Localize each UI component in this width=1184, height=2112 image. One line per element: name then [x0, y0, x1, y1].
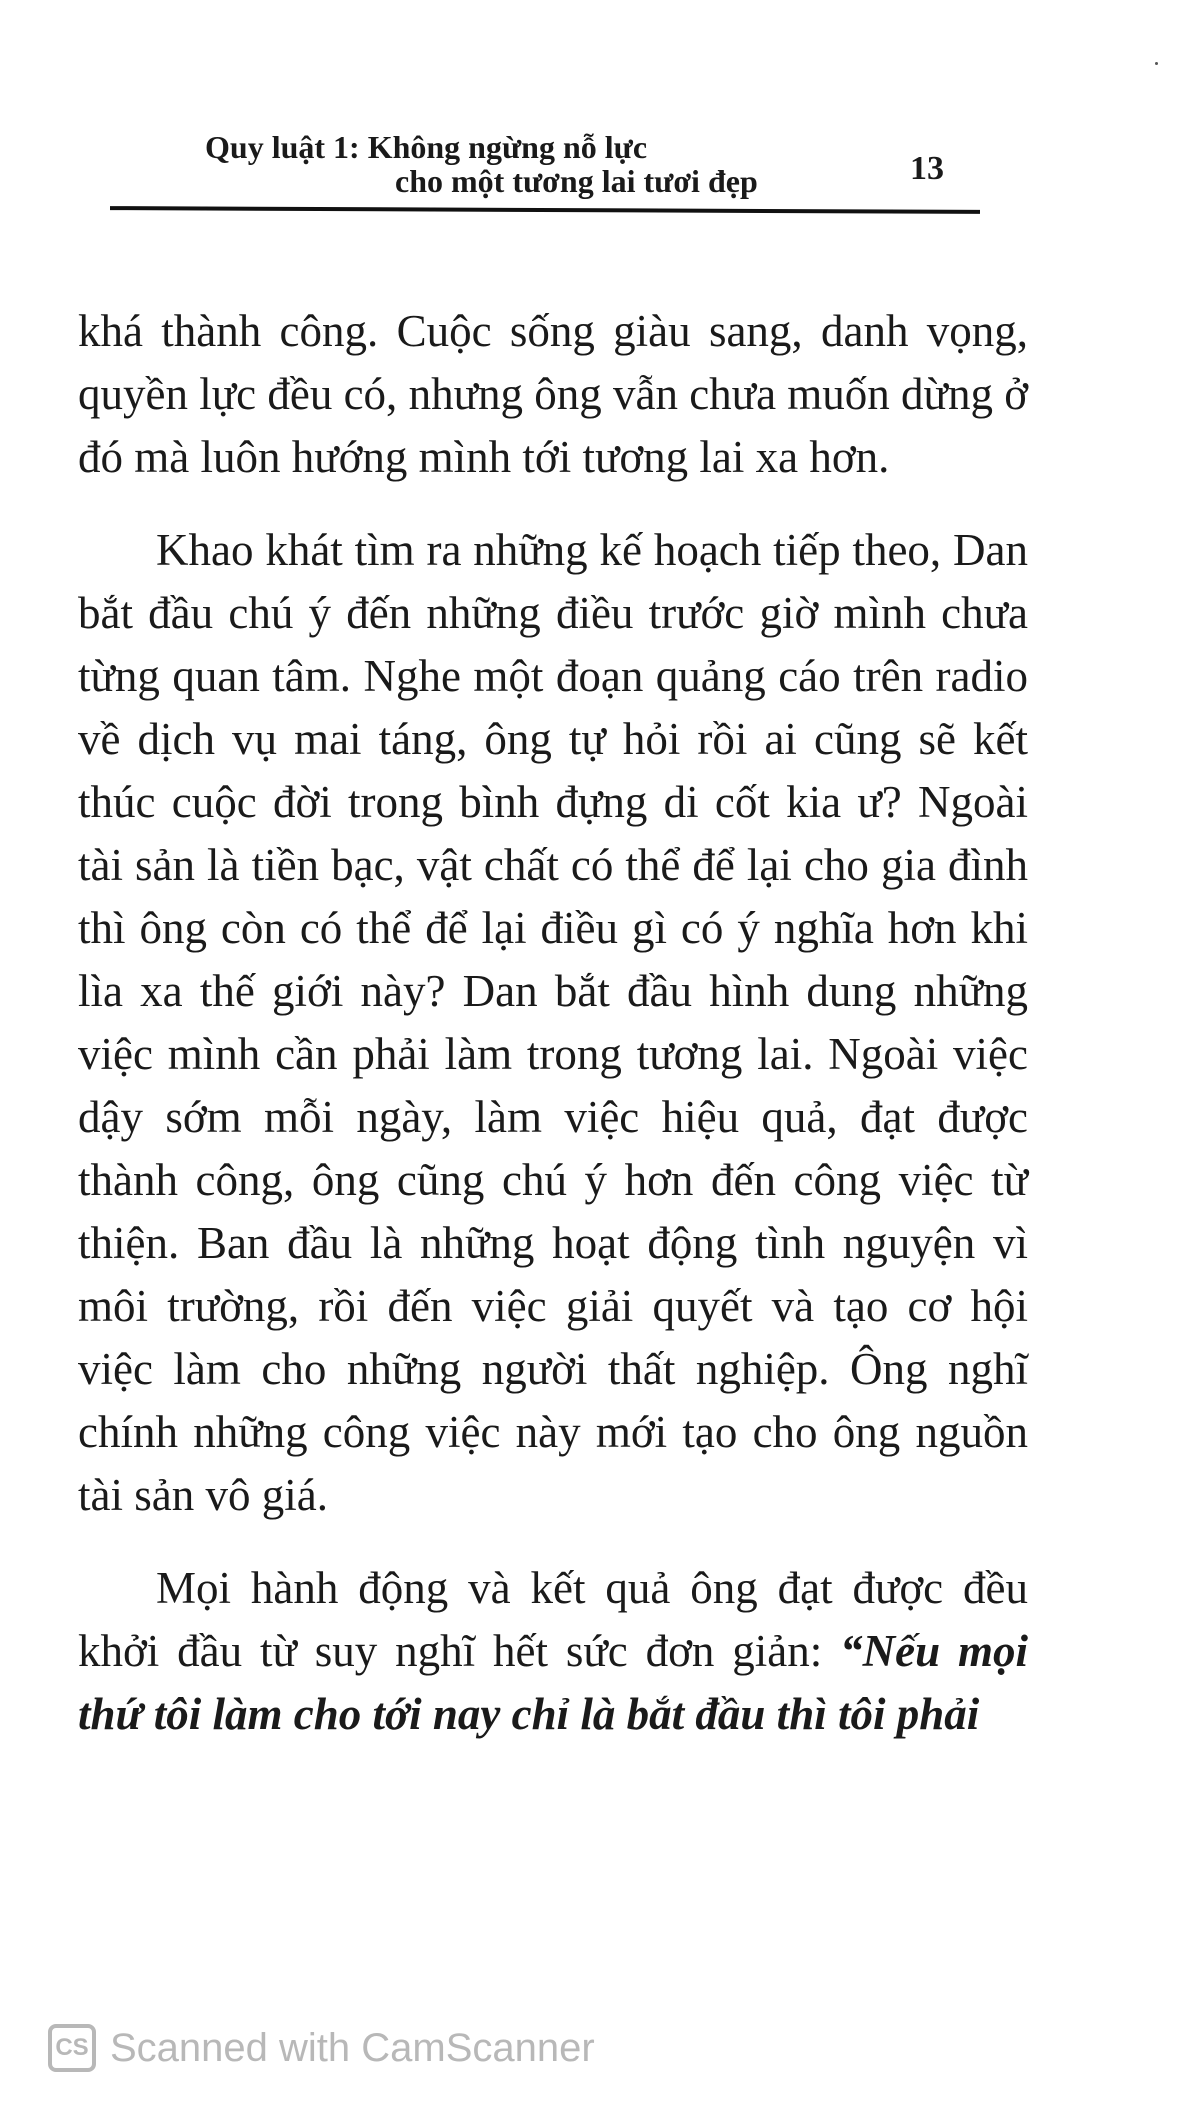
- camscanner-watermark: [48, 2024, 595, 2072]
- body-text: [78, 300, 1028, 1776]
- paragraph-2: Khao khát tìm ra những kế hoạch tiếp theo, Dan bắt đầu chú ý đến những điều trước giờ mình chưa từng quan tâm. Nghe một đoạn quảng cáo trên radio về dịch vụ mai táng, ông tự hỏi rồi ai cũng sẽ kết thúc cuộc đời trong bình đựng di cốt kia ư? Ngoài tài sản là tiền bạc, vật chất có thể để lại cho gia đình thì ông còn có thể để lại điều gì có ý nghĩa hơn khi lìa xa thế giới này? Dan bắt đầu hình dung những việc mình cần phải làm trong tương lai. Ngoài việc dậy sớm mỗi ngày, làm việc hiệu quả, đạt được thành công, ông cũng chú ý hơn đến công việc từ thiện. Ban đầu là những hoạt động tình nguyện vì môi trường, rồi đến việc giải quyết và tạo cơ hội việc làm cho những người thất nghiệp. Ông nghĩ chính những công việc này mới tạo cho ông nguồn tài sản vô giá.: [78, 525, 1028, 1520]
- page-number: 13: [910, 150, 944, 187]
- scan-speck: [1155, 62, 1158, 65]
- running-title: [205, 130, 758, 198]
- paragraph-3: [78, 1557, 1028, 1746]
- page-header: [110, 120, 980, 220]
- running-title-line2: cho một tương lai tươi đẹp: [395, 163, 758, 199]
- paragraph-3-text: Mọi hành động và kết quả ông đạt được đều khởi đầu từ suy nghĩ hết sức đơn giản:: [78, 1563, 1028, 1676]
- header-rule: [110, 206, 980, 214]
- paragraph-1: khá thành công. Cuộc sống giàu sang, danh vọng, quyền lực đều có, nhưng ông vẫn chưa muốn dừng ở đó mà luôn hướng mình tới tương lai xa hơn.: [78, 306, 1028, 482]
- running-title-line1: Quy luật 1: Không ngừng nỗ lực: [205, 129, 648, 165]
- watermark-text: Scanned with CamScanner: [110, 2025, 595, 2070]
- paragraph-3-quote: “Nếu mọi thứ tôi làm cho tới nay chỉ là bắt đầu thì tôi phải: [78, 1626, 1028, 1739]
- camscanner-logo-icon: CS: [48, 2024, 96, 2072]
